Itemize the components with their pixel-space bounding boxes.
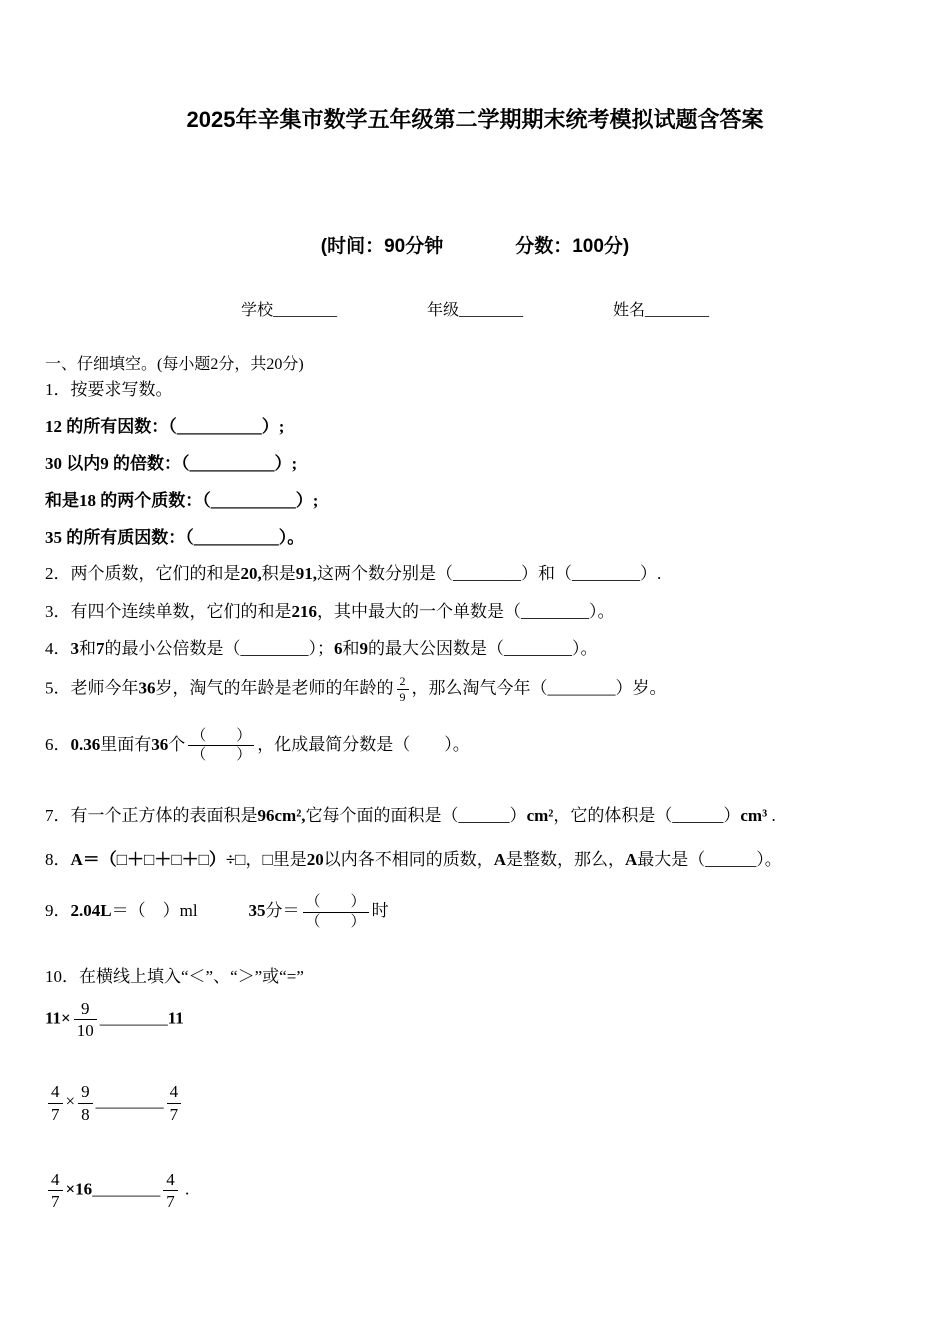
score-label: 分数：100分) (515, 235, 630, 257)
question-6-text-post: ，化成最简分数是（ ）。 (257, 734, 470, 754)
fraction-numerator: （ ） (188, 727, 254, 747)
compare-item-3-blank: ________ (92, 1179, 161, 1199)
fraction-numerator: 4 (48, 1169, 63, 1191)
school-blank: 学校________ (240, 302, 337, 320)
fraction-blank (188, 727, 254, 766)
compare-item-2-blank: ________ (95, 1092, 164, 1112)
compare-item-1-lead: 11× (45, 1008, 71, 1028)
fraction-denominator: 7 (169, 1104, 179, 1124)
fraction-4-7-a (48, 1081, 63, 1125)
exam-meta (45, 235, 905, 260)
question-1-line-4: 35 的所有质因数：（__________）。 (45, 528, 305, 548)
section-1-heading: 一、仔细填空。(每小题2分，共20分) (45, 356, 304, 374)
compare-item-1-blank: ________11 (99, 1008, 184, 1028)
fraction-numerator: 4 (163, 1169, 178, 1191)
question-8: 8．A＝（□＋□＋□＋□）÷□，□里是20以内各不相同的质数，A是整数，那么，A最大是（______）。 (45, 850, 782, 870)
question-7: 7．有一个正方体的表面积是96cm²,它每个面的面积是（______）cm²，它的体积是（______）cm³ . (45, 806, 776, 826)
fraction-denominator: 8 (81, 1104, 90, 1124)
question-5-text-post: ，那么淘气今年（________）岁。 (411, 678, 667, 698)
question-1-line-3: 和是18 的两个质数：（__________）; (45, 491, 319, 511)
fraction-denominator: 7 (166, 1192, 175, 1212)
page-title: 2025年辛集市数学五年级第二学期期末统考模拟试题含答案 (186, 107, 764, 132)
fraction-numerator: （ ） (303, 893, 369, 913)
fraction-denominator: 7 (51, 1104, 60, 1124)
question-10: 10．在横线上填入“＜”、“＞”或“=” (45, 966, 304, 986)
student-info-row (45, 301, 905, 322)
question-5-text-pre: 5．老师今年36岁，淘气的年龄是老师的年龄的 (45, 678, 394, 698)
grade-blank: 年级________ (426, 302, 523, 320)
fraction-denominator: 9 (399, 689, 406, 704)
fraction-denominator: 7 (51, 1192, 60, 1212)
question-9-text-post: 时 (371, 901, 389, 921)
fraction-numerator: 2 (397, 674, 409, 690)
multiply-16: ×16 (65, 1179, 93, 1199)
question-1-line-1: 12 的所有因数：（__________）; (45, 416, 285, 436)
compare-item-2 (45, 1081, 905, 1125)
fraction-2-9 (397, 674, 409, 705)
fraction-4-7-b (167, 1081, 182, 1125)
fraction-numerator: 4 (48, 1081, 63, 1103)
question-3: 3．有四个连续单数，它们的和是216，其中最大的一个单数是（________）。 (45, 602, 615, 622)
fraction-denominator: （ ） (305, 914, 366, 931)
question-9-text-pre: 9．2.04L＝（ ）ml 35分＝ (45, 901, 300, 921)
question-4: 4．3和7的最小公倍数是（________）；6和9的最大公因数是（________）。 (45, 638, 598, 658)
fraction-numerator: 9 (78, 1081, 93, 1103)
fraction-blank (303, 893, 369, 932)
question-6-text-pre: 6．0.36里面有36个 (45, 734, 186, 754)
time-label: (时间：90分钟 (320, 235, 444, 257)
compare-item-3-period: . (180, 1179, 190, 1199)
fraction-9-8 (78, 1081, 93, 1125)
compare-item-1 (45, 998, 905, 1042)
fraction-numerator: 4 (167, 1081, 182, 1103)
fraction-9-10 (74, 998, 97, 1042)
multiply-sign: × (65, 1092, 76, 1112)
question-5 (45, 674, 905, 705)
question-2: 2．两个质数，它们的和是20,积是91,这两个数分别是（________）和（________）. (45, 564, 662, 584)
fraction-4-7-a (48, 1169, 63, 1213)
question-1-line-2: 30 以内9 的倍数：（__________）; (45, 454, 298, 474)
fraction-numerator: 9 (74, 998, 97, 1020)
question-9 (45, 893, 905, 932)
fraction-4-7-b (163, 1169, 178, 1213)
question-1: 1．按要求写数。 (45, 379, 173, 399)
question-6 (45, 727, 905, 766)
compare-item-3 (45, 1169, 905, 1213)
fraction-denominator: （ ） (191, 747, 252, 764)
fraction-denominator: 10 (76, 1021, 94, 1041)
name-blank: 姓名________ (613, 302, 710, 320)
